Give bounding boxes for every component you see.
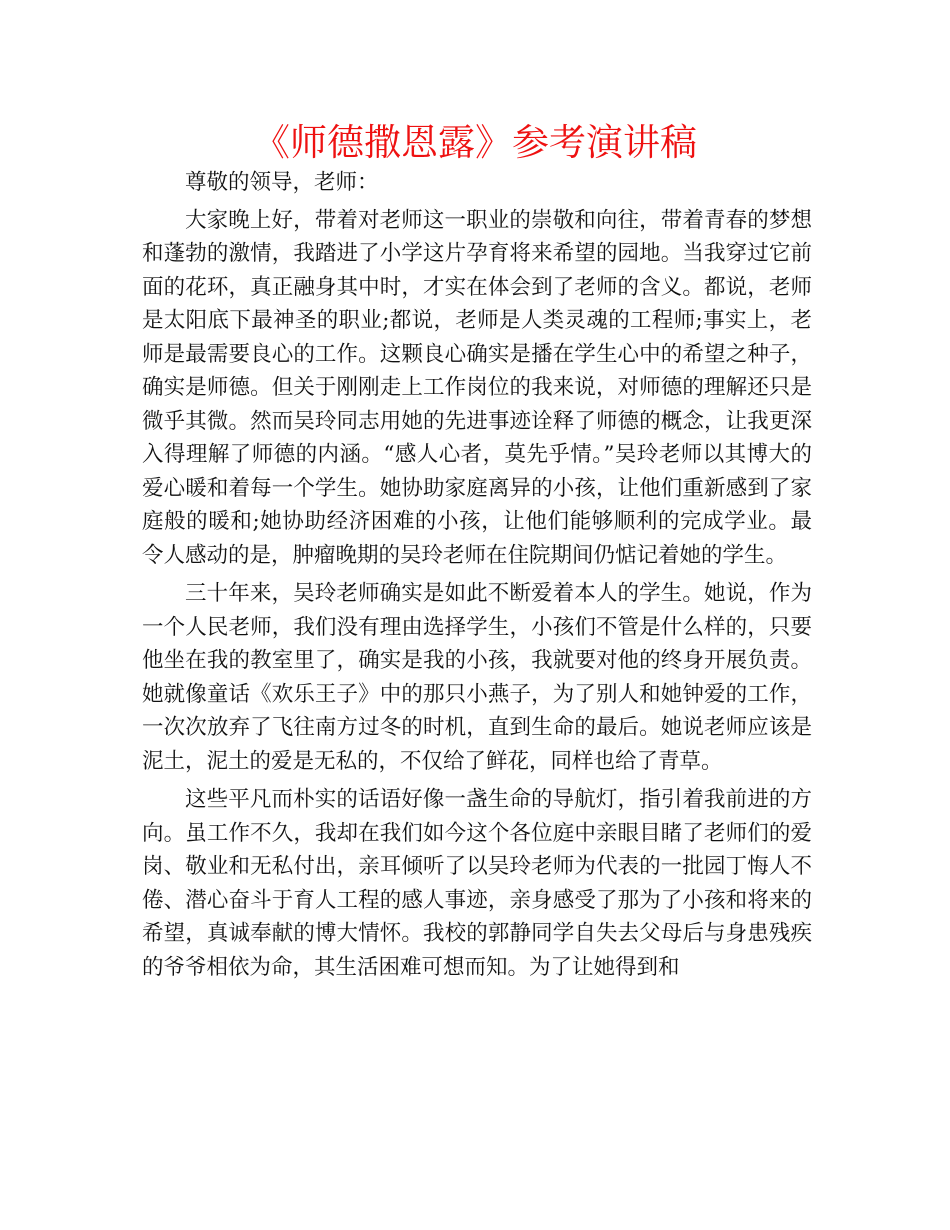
paragraph-2: 三十年来，吴玲老师确实是如此不断爱着本人的学生。她说，作为一个人民老师，我们没有理由选择学生，小孩们不管是什么样的，只要他坐在我的教室里了，确实是我的小孩，我就要对他的终身开展负责。她就像童话《欢乐王子》中的那只小燕子，为了别人和她钟爱的工作，一次次放弃了飞往南方过冬的时机，直到生命的最后。她说老师应该是泥土，泥土的爱是无私的，不仅给了鲜花，同样也给了青草。 (142, 581, 812, 774)
salutation: 尊敬的领导，老师： (185, 170, 379, 195)
paragraph-3: 这些平凡而朴实的话语好像一盏生命的导航灯，指引着我前进的方向。虽工作不久，我却在我们如今这个各位庭中亲眼目睹了老师们的爱岗、敬业和无私付出，亲耳倾听了以吴玲老师为代表的一批园丁悔人不倦、潜心奋斗于育人工程的感人事迹，亲身感受了那为了小孩和将来的希望，真诚奉献的博大情怀。我校的郭静同学自失去父母后与身患残疾的爷爷相依为命，其生活困难可想而知。为了让她得到和 (142, 787, 812, 980)
document-title: 《师德撒恩露》参考演讲稿 (253, 121, 697, 164)
document-body (142, 166, 812, 984)
paragraph-1: 大家晚上好，带着对老师这一职业的崇敬和向往，带着青春的梦想和蓬勃的激情，我踏进了小学这片孕育将来希望的园地。当我穿过它前面的花环，真正融身其中时，才实在体会到了老师的含义。都说，老师是太阳底下最神圣的职业;都说，老师是人类灵魂的工程师;事实上，老师是最需要良心的工作。这颗良心确实是播在学生心中的希望之种子，确实是师德。但关于刚刚走上工作岗位的我来说，对师德的理解还只是微乎其微。然而吴玲同志用她的先进事迹诠释了师德的概念，让我更深入得理解了师德的内涵。“感人心者，莫先乎情。”吴玲老师以其博大的爱心暖和着每一个学生。她协助家庭离异的小孩，让他们重新感到了家庭般的暖和;她协助经济困难的小孩，让他们能够顺利的完成学业。最令人感动的是，肿瘤晚期的吴玲老师在住院期间仍惦记着她的学生。 (142, 207, 812, 568)
